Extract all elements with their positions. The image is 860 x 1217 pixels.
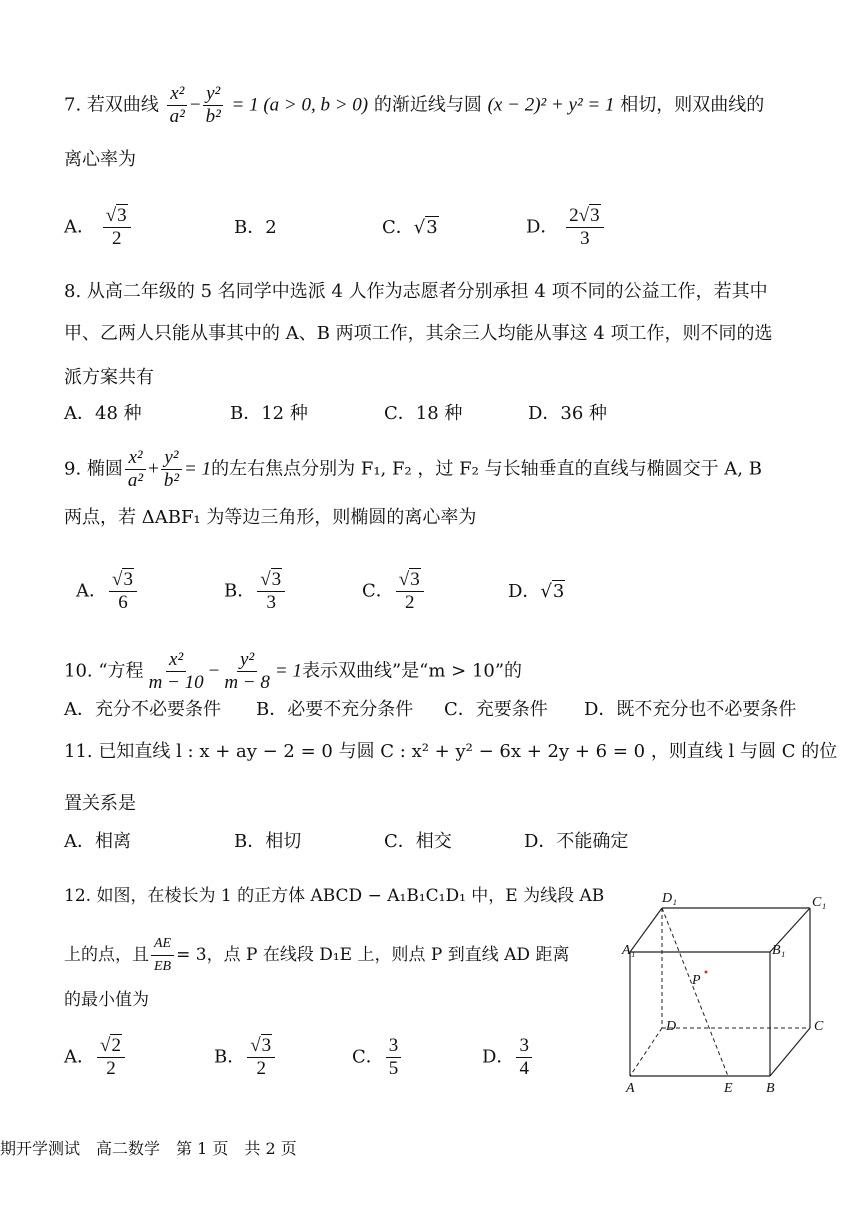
page-footer: 期开学测试 高二数学 第 1 页 共 2 页	[0, 1139, 297, 1158]
q11-option-d: D．不能确定	[524, 831, 629, 852]
q9-option-d: D．√3	[508, 581, 565, 602]
label-c1: C₁	[812, 895, 827, 910]
q12-option-b	[214, 1036, 277, 1079]
q10-option-c: C．充要条件	[444, 699, 548, 720]
label-b: B	[766, 1081, 775, 1096]
option-label: B．	[224, 580, 256, 602]
numerator: y²	[203, 84, 223, 106]
radicand: 3	[123, 569, 133, 590]
fraction-x2-a2	[167, 84, 188, 127]
fraction-sqrt2-over-2: $\frac{√2}{2}$	[97, 1036, 125, 1079]
question-7-line-2: 离心率为	[64, 149, 136, 170]
denominator: 4	[519, 1058, 529, 1079]
q7-text-post: 相切，则双曲线的	[620, 94, 765, 116]
label-b1: B₁	[772, 943, 786, 958]
q8-option-d: D．36 种	[528, 403, 608, 424]
option-label: D．	[482, 1046, 515, 1068]
label-p: P	[692, 973, 701, 988]
fraction-sqrt3-over-2: $\frac{√3}{2}$	[103, 206, 131, 249]
numerator: y²	[161, 448, 181, 470]
question-9-line-1: 9. 椭圆 $\frac{\text{x²}}{\text{a²}}$ + $\frac{\text{y²}}{\text{b²}}$ = 1的左右焦点分别为 F₁, F₂ ，过 F₂ 与长轴垂直的直线与椭圆交于 A, B	[64, 447, 762, 491]
q12-option-c	[352, 1036, 403, 1079]
question-number: 7.	[64, 94, 82, 116]
option-label: A．	[64, 216, 95, 238]
q12-text-post: = 3，点 P 在线段 D₁E 上，则点 P 到直线 AD 距离	[176, 945, 570, 965]
option-label: C．	[352, 1046, 384, 1068]
q10-option-d: D．既不充分也不必要条件	[584, 699, 797, 720]
option-label: C．	[382, 217, 414, 238]
denominator: 5	[388, 1058, 399, 1079]
denominator: EB	[154, 959, 172, 974]
question-12-line-3: 的最小值为	[64, 990, 149, 1010]
edge-d-a-hidden	[630, 1028, 662, 1076]
label-c: C	[814, 1019, 824, 1034]
question-8-line-2: 甲、乙两人只能从事其中的 A、B 两项工作，其余三人均能从事这 4 项工作，则不同的选	[64, 323, 773, 344]
numerator: x²	[167, 84, 187, 106]
denominator: b²	[205, 106, 221, 127]
q10-option-a: A．充分不必要条件	[64, 699, 221, 720]
denominator: m − 8	[224, 672, 270, 693]
fraction-x2-m10	[146, 650, 207, 693]
q9-option-b	[224, 570, 287, 613]
q8-option-a: A．48 种	[64, 403, 142, 424]
denominator: m − 10	[148, 672, 204, 693]
q11-option-a: A．相离	[64, 831, 131, 852]
fraction-3-over-5	[386, 1036, 402, 1079]
q10-text-pre: 10. “方程	[64, 660, 144, 682]
denominator: a²	[169, 106, 185, 127]
q7-option-c: C．√3	[382, 217, 438, 238]
option-label: C．	[362, 580, 394, 602]
option-label: A．	[64, 1046, 95, 1068]
q10-option-b: B．必要不充分条件	[256, 699, 414, 720]
q7-option-d	[526, 206, 606, 249]
option-label: D．	[526, 216, 559, 238]
q9-text-post: 的左右焦点分别为 F₁, F₂ ，过 F₂ 与长轴垂直的直线与椭圆交于 A, B	[211, 458, 762, 480]
denominator: 2	[106, 1058, 116, 1079]
q7-option-a	[64, 206, 133, 249]
q10-condition: = 1	[274, 660, 302, 682]
fraction-AE-EB	[151, 934, 174, 977]
denominator: b²	[163, 470, 180, 491]
question-11-line-1: 11. 已知直线 l : x + ay − 2 = 0 与圆 C : x² + y² − 6x + 2y + 6 = 0 ，则直线 l 与圆 C 的位	[64, 741, 838, 762]
fraction-y2-b2	[161, 448, 182, 491]
q7-text-pre: 若双曲线	[86, 94, 159, 116]
q8-option-b: B．12 种	[230, 403, 308, 424]
q8-option-c: C．18 种	[384, 403, 463, 424]
q11-option-c: C．相交	[384, 831, 452, 852]
q9-condition: = 1	[184, 458, 212, 480]
label-a1: A₁	[622, 943, 636, 958]
fraction-y2-m8	[221, 650, 273, 693]
question-8-line-3: 派方案共有	[64, 367, 154, 388]
q7-circle-eq: (x − 2)² + y² = 1	[487, 94, 615, 116]
question-11-line-2: 置关系是	[64, 793, 136, 814]
question-7-line-1: 7. 若双曲线 $\frac{\text{x²}}{\text{a²}}$ − $\frac{\text{y²}}{\text{b²}}$ = 1 (a > 0, b > 0) 的渐近线与圆 (x − 2)² + y² = 1 相切，则双曲线的	[64, 83, 765, 127]
denominator: 2	[111, 228, 122, 249]
numerator: x²	[125, 448, 145, 470]
question-12-line-2	[64, 934, 569, 977]
q7-condition: = 1 (a > 0, b > 0)	[231, 94, 369, 116]
cube-figure	[620, 880, 840, 1100]
option-label: D．	[508, 581, 541, 602]
option-label: B．	[214, 1046, 246, 1068]
radicand: 2	[111, 1035, 121, 1056]
q12-text-pre: 上的点，且	[64, 945, 149, 965]
fraction-x2-a2	[125, 448, 146, 491]
radicand: 3	[426, 217, 438, 238]
label-e: E	[724, 1081, 733, 1096]
denominator: 3	[266, 592, 276, 613]
numerator: 3	[516, 1036, 532, 1058]
q9-option-c	[362, 570, 426, 613]
radicand: 3	[117, 205, 127, 226]
radicand: 3	[410, 569, 420, 590]
fraction-sqrt3-over-2: $\frac{√3}{2}$	[247, 1036, 275, 1079]
question-10-line-1: 10. “方程 $\frac{\text{x²}}{m - 10}$ − $\frac{\text{y²}}{m - 8}$ = 1表示双曲线”是“m > 10”的	[64, 649, 523, 693]
q9-option-a	[76, 570, 139, 613]
denominator: 3	[580, 228, 590, 249]
label-a: A	[626, 1081, 635, 1096]
q7-option-b: B．2	[234, 217, 277, 238]
denominator: a²	[127, 470, 144, 491]
segment-d1-e	[662, 908, 728, 1076]
question-number: 9.	[64, 458, 82, 480]
q10-text-post: 表示双曲线”是“m > 10”的	[301, 660, 523, 682]
q7-text-mid: 的渐近线与圆	[373, 94, 482, 116]
numerator: y²	[237, 650, 257, 672]
question-12-line-1: 12. 如图，在棱长为 1 的正方体 ABCD − A₁B₁C₁D₁ 中，E 为线段 AB	[64, 886, 605, 906]
fraction-3-over-4	[516, 1036, 532, 1079]
radicand: 3	[552, 581, 565, 602]
fraction-sqrt3-over-3: $\frac{√3}{3}$	[257, 570, 285, 613]
denominator: 2	[256, 1058, 266, 1079]
numerator: x²	[166, 650, 186, 672]
q12-option-a	[64, 1036, 127, 1079]
q11-option-b: B．相切	[234, 831, 302, 852]
coefficient: 2	[569, 205, 579, 226]
fraction-y2-b2	[203, 84, 224, 127]
radicand: 3	[271, 569, 282, 590]
fraction-sqrt3-over-6: $\frac{√3}{6}$	[109, 570, 137, 613]
label-d: D	[666, 1019, 677, 1034]
option-label: A．	[76, 580, 107, 602]
point-p	[705, 971, 708, 974]
numerator: 3	[386, 1036, 402, 1058]
radicand: 3	[590, 205, 600, 226]
question-9-line-2: 两点，若 ΔABF₁ 为等边三角形，则椭圆的离心率为	[64, 507, 477, 528]
question-8-line-1: 8. 从高二年级的 5 名同学中选派 4 人作为志愿者分别承担 4 项不同的公益工作，若其中	[64, 281, 768, 302]
numerator: AE	[151, 934, 174, 956]
fraction-sqrt3-over-2: $\frac{√3}{2}$	[396, 570, 424, 613]
fraction-2sqrt3-over-3: $\frac{2√3}{3}$	[566, 206, 603, 249]
denominator: 2	[405, 592, 415, 613]
q12-option-d	[482, 1036, 534, 1079]
label-d1: D₁	[662, 891, 677, 906]
q9-text-pre: 椭圆	[86, 458, 123, 480]
edge-b-c	[770, 1028, 810, 1076]
radicand: 3	[261, 1035, 272, 1056]
denominator: 6	[118, 592, 128, 613]
